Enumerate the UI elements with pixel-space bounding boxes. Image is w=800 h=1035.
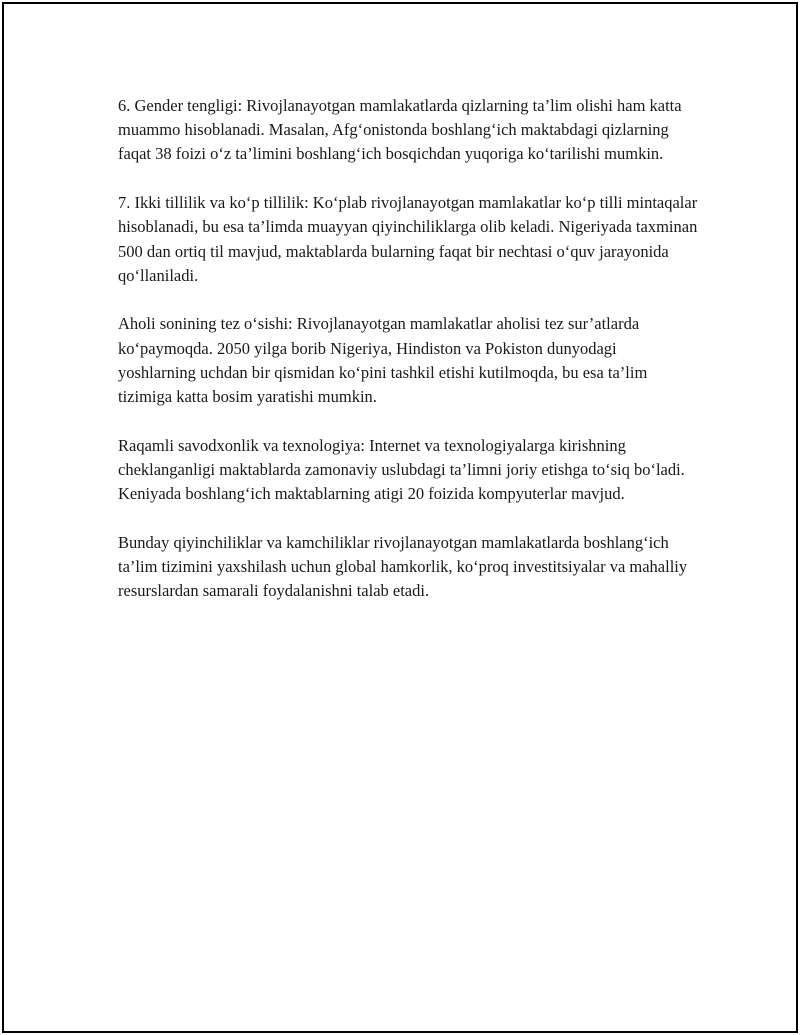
document-body <box>118 94 698 628</box>
paragraph-conclusion: Bunday qiyinchiliklar va kamchiliklar rivojlanayotgan mamlakatlarda boshlang‘ich ta’lim tizimini yaxshilash uchun global hamkorlik, ko‘proq investitsiyalar va mahalliy resurslardan samarali foydalanishni talab etadi. <box>118 532 688 601</box>
paragraph-gender-equality: 6. Gender tengligi: Rivojlanayotgan mamlakatlarda qizlarning ta’lim olishi ham katta muammo hisoblanadi. Masalan, Afg‘onistonda boshlang‘ich maktabdagi qizlarning faqat 38 foizi o‘z ta’limini boshlang‘ich bosqichdan yuqoriga ko‘tarilishi mumkin. <box>118 96 682 164</box>
paragraph-population-growth: Aholi sonining tez o‘sishi: Rivojlanayotgan mamlakatlar aholisi tez sur’atlarda ko‘paymoqda. 2050 yilga borib Nigeriya, Hindiston va Pokiston dunyodagi yoshlarning uchdan bir qismidan ko‘pini tashkil etishi kutilmoqda, bu esa ta’lim tizimiga katta bosim yaratishi mumkin. <box>118 314 648 407</box>
paragraph-digital-literacy: Raqamli savodxonlik va texnologiya: Internet va texnologiyalarga kirishning cheklanganligi maktablarda zamonaviy uslubdagi ta’limni joriy etishga to‘siq bo‘ladi. Keniyada boshlang‘ich maktablarning atigi 20 foizida kompyuterlar mavjud. <box>118 435 685 504</box>
paragraph-multilingualism: 7. Ikki tillilik va ko‘p tillilik: Ko‘plab rivojlanayotgan mamlakatlar ko‘p tilli mintaqalar hisoblanadi, bu esa ta’limda muayyan qiyinchiliklarga olib keladi. Nigeriyada taxminan 500 dan ortiq til mavjud, maktablarda bularning faqat bir nechtasi o‘quv jarayonida qo‘llaniladi. <box>118 193 698 285</box>
